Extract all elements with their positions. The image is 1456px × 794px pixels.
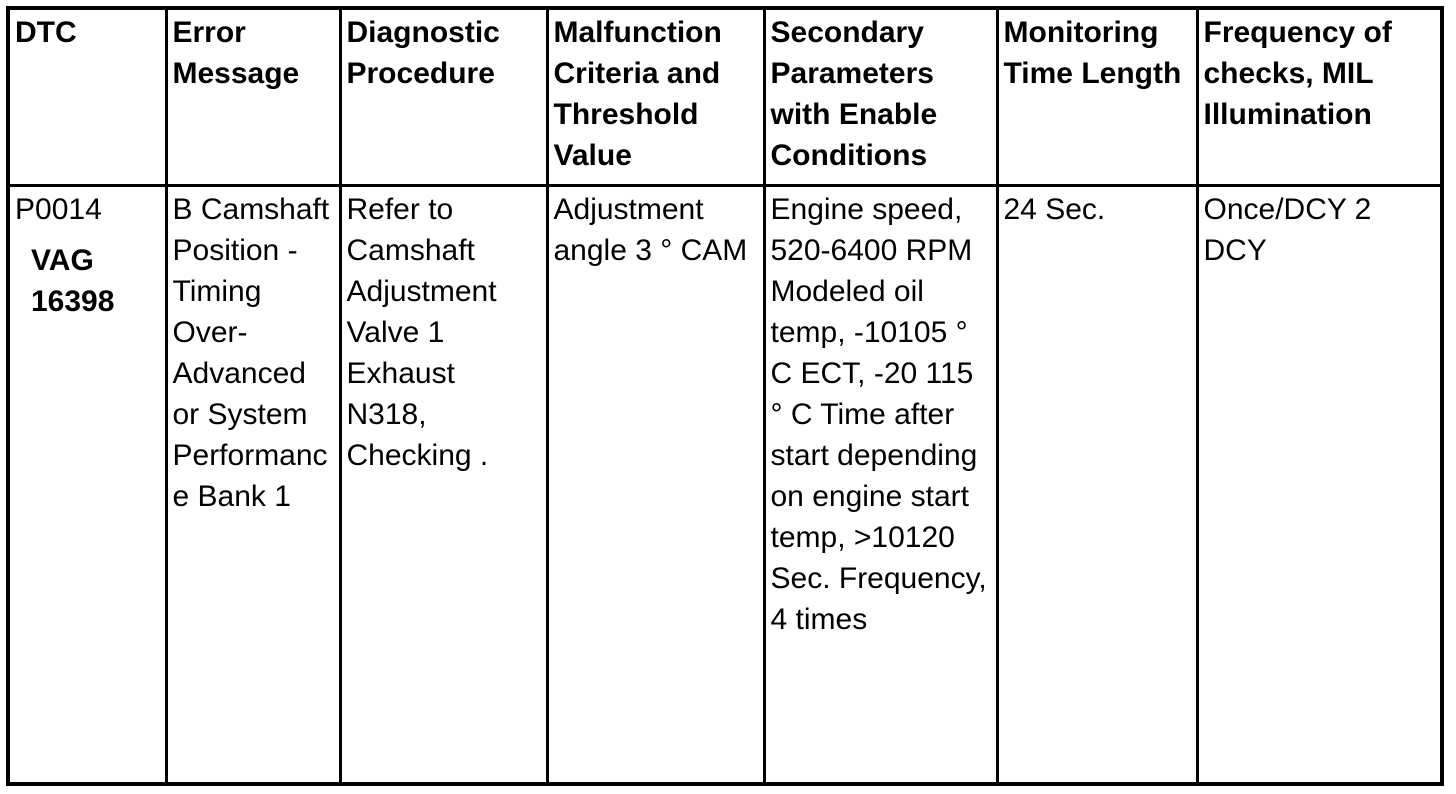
header-frequency-mil: Frequency of checks, MIL Illumination	[1197, 8, 1442, 186]
header-malfunction-criteria: Malfunction Criteria and Threshold Value	[547, 8, 764, 186]
dtc-table	[6, 6, 1444, 786]
dtc-code: P0014	[15, 193, 102, 226]
header-diagnostic-procedure: Diagnostic Procedure	[340, 8, 547, 186]
cell-monitoring-time: 24 Sec.	[997, 186, 1197, 785]
cell-error-message: B Camshaft Position - Timing Over-Advanced or System Performance Bank 1	[166, 186, 340, 785]
header-error-message: Error Message	[166, 8, 340, 186]
cell-secondary-parameters: Engine speed, 520-6400 RPM Modeled oil temp, -10105 ° C ECT, -20 115 ° C Time after start depending on engine start temp, >10120 Sec. Frequency, 4 times	[764, 186, 997, 785]
header-dtc: DTC	[8, 8, 166, 186]
cell-frequency-mil: Once/DCY 2 DCY	[1197, 186, 1442, 785]
header-row	[8, 8, 1442, 186]
cell-malfunction-criteria: Adjustment angle 3 ° CAM	[547, 186, 764, 785]
vag-code: VAG 16398	[31, 244, 115, 318]
cell-dtc	[8, 186, 166, 785]
cell-diagnostic-procedure: Refer to Camshaft Adjustment Valve 1 Exhaust N318, Checking .	[340, 186, 547, 785]
header-secondary-parameters: Secondary Parameters with Enable Conditions	[764, 8, 997, 186]
header-monitoring-time: Monitoring Time Length	[997, 8, 1197, 186]
table-row	[8, 186, 1442, 785]
